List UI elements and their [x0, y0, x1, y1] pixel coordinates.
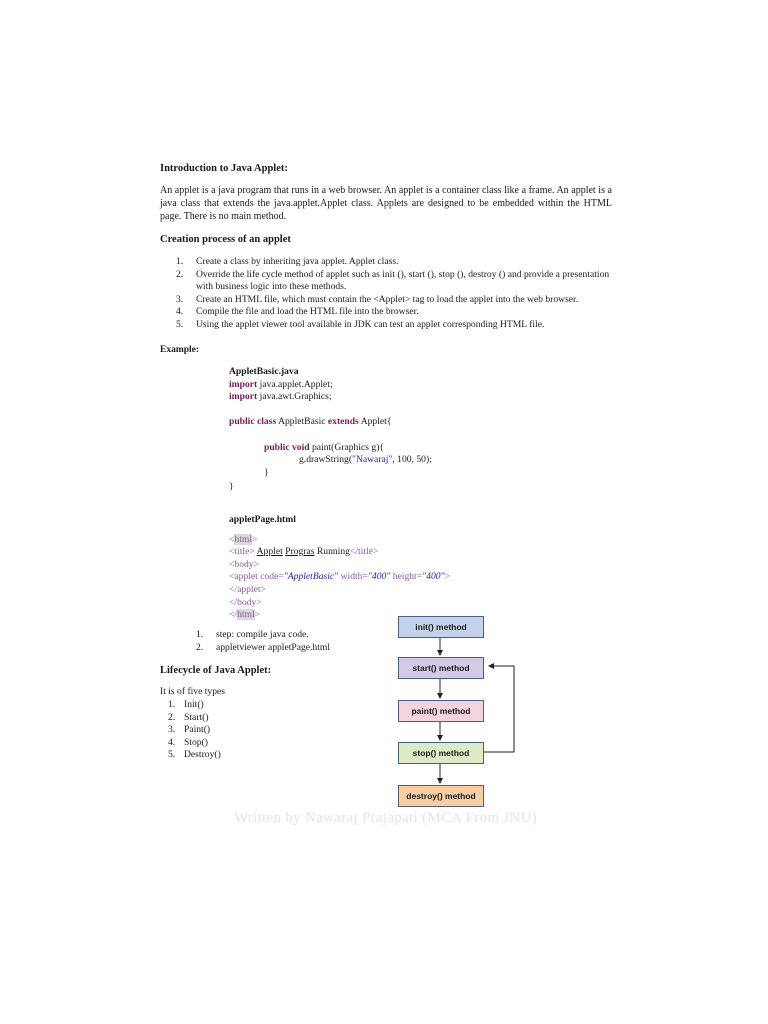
code-keyword: extends: [327, 416, 359, 428]
code-text: AppletBasic: [278, 416, 326, 428]
list-number: 3.: [176, 293, 184, 305]
code-tag: <title>: [229, 546, 255, 558]
code-text: g.drawString(: [299, 454, 353, 466]
code-text: java.awt.Graphics;: [259, 391, 332, 403]
lifecycle-intro: It is of five types: [160, 686, 226, 697]
list-text: Init(): [184, 699, 204, 710]
flow-box-init: init() method: [398, 616, 484, 638]
code-keyword: import: [229, 391, 258, 403]
code-string: "Nawaraj": [352, 454, 393, 466]
list-text: Override the life cycle method of applet such as init (), start (), stop (), destroy () and provide a presentation with business logic into these methods.: [196, 268, 610, 293]
code-text: Progras: [285, 546, 315, 558]
list-number: 2.: [196, 641, 204, 653]
list-text: Paint(): [184, 724, 211, 736]
code-line: <body>: [229, 558, 260, 570]
code-string: "400": [422, 571, 445, 583]
code-text: Applet{: [360, 416, 392, 428]
html-filename: appletPage.html: [229, 514, 296, 525]
list-text: step: compile java code.: [216, 629, 309, 640]
list-number: 5.: [176, 318, 184, 330]
list-text: Using the applet viewer tool available in JDK can test an applet corresponding HTML file.: [196, 318, 545, 330]
flow-box-stop: stop() method: [398, 742, 484, 764]
code-text: , 100, 50);: [392, 454, 432, 466]
code-tag: height=: [390, 571, 423, 583]
code-tag: width=: [338, 571, 368, 583]
creation-heading: Creation process of an applet: [160, 234, 291, 245]
intro-paragraph: An applet is a java program that runs in a web browser. An applet is a container class like a frame. An applet is a java class that extends the java.applet.Applet class. Applets are designed to be embedded within the HTML page. There is no main method.: [160, 185, 612, 222]
lifecycle-heading: Lifecycle of Java Applet:: [160, 665, 272, 676]
list-text: appletviewer appletPage.html: [216, 641, 331, 653]
list-number: 4.: [168, 736, 176, 748]
list-text: Stop(): [184, 736, 208, 748]
code-tag: html: [234, 533, 253, 545]
arrow-stop-to-start-loop: [483, 666, 514, 752]
code-tag: </: [229, 609, 238, 621]
java-filename: AppletBasic.java: [229, 366, 299, 377]
list-number: 2.: [168, 711, 176, 723]
code-text: paint(Graphics g){: [312, 441, 385, 453]
code-tag: html: [237, 609, 255, 621]
code-keyword: public void: [264, 441, 310, 453]
list-number: 2.: [176, 268, 184, 280]
code-string: "400": [367, 571, 391, 583]
code-tag: </title>: [349, 546, 379, 558]
code-line: </applet>: [229, 583, 266, 595]
flow-box-destroy: destroy() method: [398, 785, 484, 807]
watermark-text: Written by Nawaraj Prajapati (MCA From JNU): [234, 810, 538, 826]
list-text: Destroy(): [184, 749, 221, 761]
list-text: Create a class by inheriting java applet. Applet class.: [196, 256, 399, 267]
list-number: 1.: [196, 629, 204, 640]
list-number: 1.: [168, 699, 176, 710]
code-tag: >: [444, 571, 450, 583]
code-tag: <: [229, 533, 235, 545]
intro-heading: Introduction to Java Applet:: [160, 163, 288, 174]
example-heading: Example:: [160, 345, 200, 355]
code-text: Applet: [256, 546, 283, 558]
code-tag: <applet code=: [229, 571, 284, 583]
code-text: java.applet.Applet;: [259, 378, 333, 390]
flow-box-start: start() method: [398, 657, 484, 679]
code-tag: >: [252, 533, 258, 545]
list-number: 4.: [176, 306, 184, 318]
flow-box-paint: paint() method: [398, 700, 484, 722]
list-number: 1.: [176, 256, 184, 267]
code-keyword: import: [229, 378, 258, 390]
code-keyword: public class: [229, 416, 277, 428]
code-text: }: [264, 466, 269, 478]
code-tag: >: [254, 609, 261, 621]
list-text: Create an HTML file, which must contain the <Applet> tag to load the applet into the web browser.: [196, 293, 579, 305]
list-number: 3.: [168, 724, 176, 736]
code-text: }: [229, 481, 234, 493]
list-text: Compile the file and load the HTML file into the browser.: [196, 306, 419, 318]
code-line: </body>: [229, 596, 262, 608]
list-number: 5.: [168, 749, 176, 761]
code-string: "AppletBasic": [283, 571, 339, 583]
code-text: Running: [314, 546, 350, 558]
list-text: Start(): [184, 711, 209, 723]
